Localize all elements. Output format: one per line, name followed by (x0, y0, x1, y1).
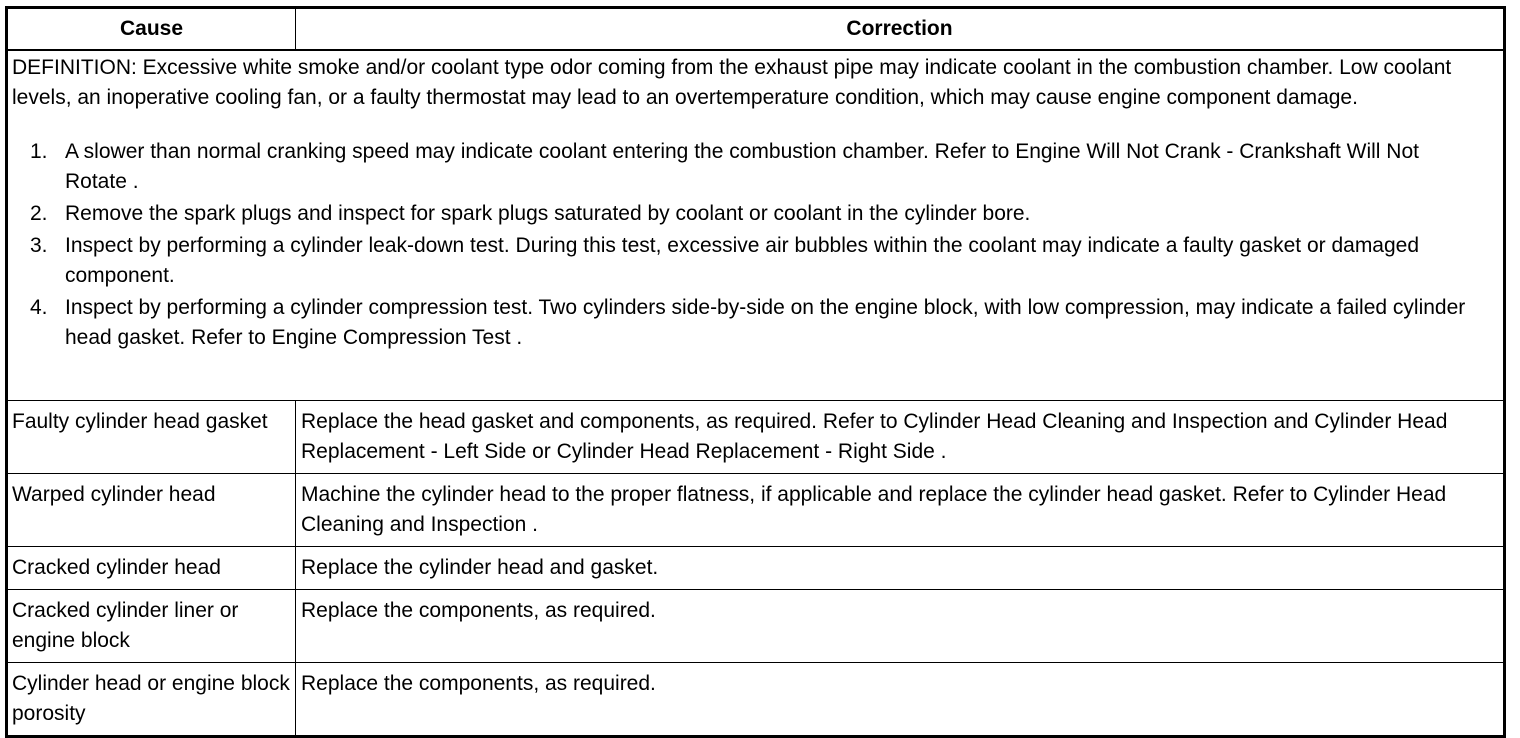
step-number: 4. (30, 296, 48, 319)
correction-cell: Replace the components, as required. (296, 590, 1505, 663)
header-row (7, 8, 1505, 51)
cause-cell: Cracked cylinder head (7, 547, 296, 590)
steps-list (12, 137, 1499, 353)
step-number: 3. (30, 234, 48, 257)
definition-text: DEFINITION: Excessive white smoke and/or coolant type odor coming from the exhaust pipe may indicate coolant in the combustion chamber. Low coolant levels, an inoperative cooling fan, or a faulty thermostat may lead to an overtemperature condition, which may cause engine component damage. (12, 56, 1452, 109)
step-text: Remove the spark plugs and inspect for spark plugs saturated by coolant or coolant in the cylinder bore. (65, 202, 1031, 225)
step-number: 2. (30, 202, 48, 225)
step-item (12, 137, 1499, 197)
diagnostic-table (5, 6, 1506, 738)
cause-cell: Faulty cylinder head gasket (7, 401, 296, 474)
table-header (7, 8, 1505, 51)
step-text: A slower than normal cranking speed may indicate coolant entering the combustion chamber. Refer to Engine Will Not Crank - Crankshaft Will Not Rotate . (65, 140, 1419, 193)
step-item (12, 231, 1499, 291)
table-row (7, 590, 1505, 663)
table-row (7, 547, 1505, 590)
step-text: Inspect by performing a cylinder leak-down test. During this test, excessive air bubbles within the coolant may indicate a faulty gasket or damaged component. (65, 234, 1420, 287)
correction-cell: Replace the components, as required. (296, 663, 1505, 737)
step-item (12, 293, 1499, 353)
step-text: Inspect by performing a cylinder compression test. Two cylinders side-by-side on the engine block, with low compression, may indicate a failed cylinder head gasket. Refer to Engine Compression Test . (65, 296, 1466, 349)
cause-cell: Cracked cylinder liner or engine block (7, 590, 296, 663)
step-item (12, 199, 1499, 229)
cause-cell: Warped cylinder head (7, 474, 296, 547)
definition-row (7, 50, 1505, 401)
definition-cell (7, 50, 1505, 401)
table-row (7, 401, 1505, 474)
correction-cell: Replace the head gasket and components, as required. Refer to Cylinder Head Cleaning and Inspection and Cylinder Head Replacement - Left Side or Cylinder Head Replacement - Right Side . (296, 401, 1505, 474)
correction-cell: Machine the cylinder head to the proper flatness, if applicable and replace the cylinder head gasket. Refer to Cylinder Head Cleaning and Inspection . (296, 474, 1505, 547)
table-row (7, 474, 1505, 547)
correction-cell: Replace the cylinder head and gasket. (296, 547, 1505, 590)
header-correction: Correction (296, 8, 1505, 51)
table-row (7, 663, 1505, 737)
header-cause: Cause (7, 8, 296, 51)
cause-cell: Cylinder head or engine block porosity (7, 663, 296, 737)
step-number: 1. (30, 140, 48, 163)
table-body (7, 50, 1505, 737)
